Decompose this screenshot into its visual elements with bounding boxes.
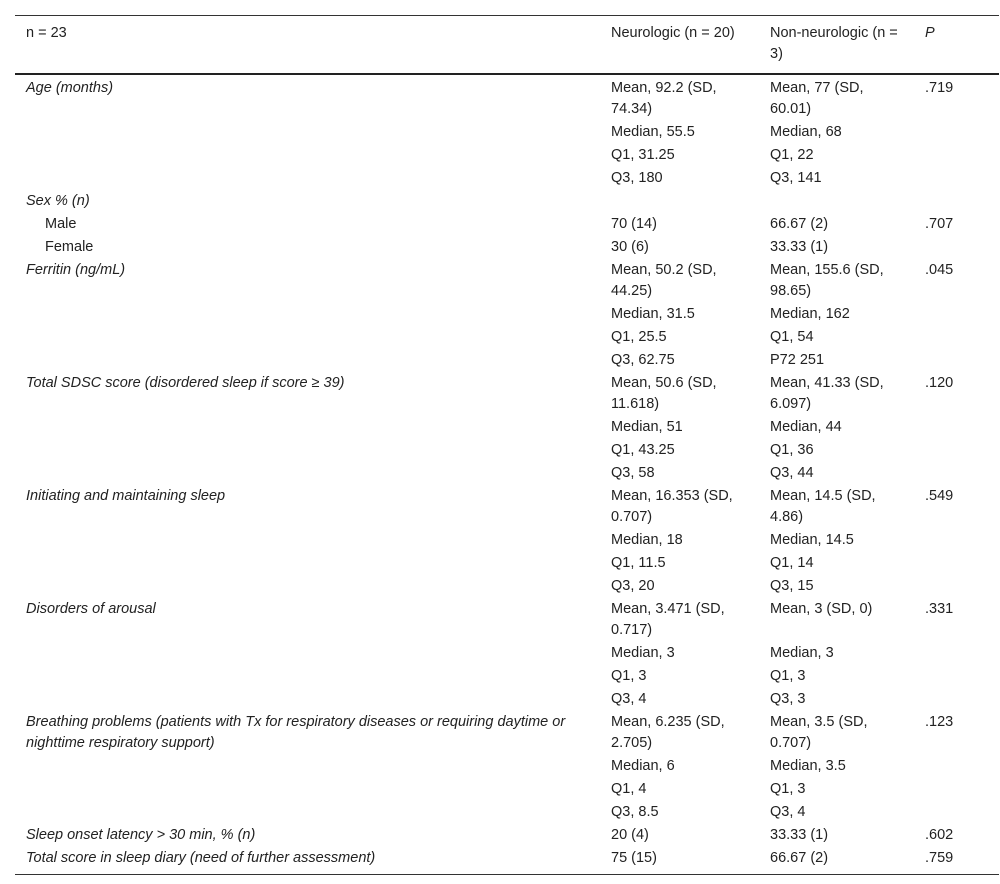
neurologic-value: Mean, 92.2 (SD, 74.34) — [611, 80, 717, 117]
non-neurologic-value — [759, 190, 914, 213]
neurologic-value: Q3, 8.5 — [611, 804, 659, 820]
non-neurologic-value: Mean, 41.33 (SD, 6.097) — [770, 375, 884, 412]
table-row — [15, 688, 999, 711]
comparison-table — [15, 15, 999, 875]
p-value — [914, 439, 999, 462]
p-value — [914, 303, 999, 326]
non-neurologic-value: Q3, 141 — [770, 170, 822, 186]
neurologic-value: Q3, 20 — [611, 578, 655, 594]
neurologic-value: Q1, 11.5 — [611, 555, 666, 571]
row-label: Male — [45, 216, 77, 232]
table-row — [15, 665, 999, 688]
p-value — [914, 575, 999, 598]
non-neurologic-value: Q1, 54 — [770, 329, 814, 345]
table-body — [15, 74, 999, 875]
non-neurologic-value: Q3, 15 — [770, 578, 814, 594]
neurologic-value — [600, 190, 759, 213]
non-neurologic-value: Median, 162 — [770, 306, 850, 322]
table-row — [15, 259, 999, 303]
neurologic-value: Median, 55.5 — [611, 124, 695, 140]
non-neurologic-value: Q1, 36 — [770, 442, 814, 458]
row-label — [15, 326, 600, 349]
p-value — [914, 552, 999, 575]
table-row — [15, 167, 999, 190]
row-label: Female — [45, 239, 94, 255]
row-label — [15, 303, 600, 326]
row-label: Total score in sleep diary (need of further assessment) — [26, 850, 376, 866]
table-row — [15, 462, 999, 485]
table-row — [15, 144, 999, 167]
row-label: Initiating and maintaining sleep — [26, 488, 226, 504]
non-neurologic-value: Q3, 44 — [770, 465, 814, 481]
neurologic-value: 30 (6) — [611, 239, 649, 255]
neurologic-value: Q1, 3 — [611, 668, 647, 684]
neurologic-value: Median, 18 — [611, 532, 683, 548]
p-value — [914, 801, 999, 824]
p-value: .045 — [925, 262, 954, 278]
neurologic-value: Q1, 25.5 — [611, 329, 667, 345]
non-neurologic-value: Median, 3 — [770, 645, 834, 661]
neurologic-value: Q1, 4 — [611, 781, 647, 797]
p-value: .123 — [925, 714, 954, 730]
table-row — [15, 529, 999, 552]
p-value: .602 — [925, 827, 954, 843]
row-label: Breathing problems (patients with Tx for respiratory diseases or requiring daytime or nighttime respiratory support) — [26, 714, 566, 751]
non-neurologic-value: 66.67 (2) — [770, 216, 829, 232]
non-neurologic-value: Mean, 14.5 (SD, 4.86) — [770, 488, 876, 525]
p-value — [914, 190, 999, 213]
table-row — [15, 801, 999, 824]
non-neurologic-value: Q1, 3 — [770, 668, 806, 684]
table-row — [15, 236, 999, 259]
p-value — [914, 755, 999, 778]
row-label: Disorders of arousal — [26, 601, 156, 617]
p-value — [914, 326, 999, 349]
non-neurologic-value: 66.67 (2) — [770, 850, 829, 866]
neurologic-value: Median, 51 — [611, 419, 683, 435]
p-value — [914, 665, 999, 688]
non-neurologic-value: Mean, 77 (SD, 60.01) — [770, 80, 864, 117]
p-value — [914, 144, 999, 167]
non-neurologic-value: Q1, 14 — [770, 555, 814, 571]
table-row — [15, 416, 999, 439]
row-label: Ferritin (ng/mL) — [26, 262, 126, 278]
neurologic-value: Q3, 180 — [611, 170, 663, 186]
p-value — [914, 778, 999, 801]
table-row — [15, 552, 999, 575]
neurologic-value: Mean, 50.6 (SD, 11.618) — [611, 375, 717, 412]
table-row — [15, 778, 999, 801]
p-value — [914, 167, 999, 190]
neurologic-value: Mean, 6.235 (SD, 2.705) — [611, 714, 725, 751]
non-neurologic-value: Median, 3.5 — [770, 758, 846, 774]
non-neurologic-value: Mean, 3.5 (SD, 0.707) — [770, 714, 868, 751]
row-label: Total SDSC score (disordered sleep if score ≥ 39) — [26, 375, 345, 391]
row-label — [15, 529, 600, 552]
row-label: Sex % (n) — [26, 193, 90, 209]
table-row — [15, 439, 999, 462]
p-value — [914, 642, 999, 665]
non-neurologic-value: Median, 44 — [770, 419, 842, 435]
neurologic-value: Median, 3 — [611, 645, 675, 661]
non-neurologic-value: Median, 14.5 — [770, 532, 854, 548]
non-neurologic-value: Mean, 155.6 (SD, 98.65) — [770, 262, 884, 299]
p-value: .707 — [925, 216, 954, 232]
p-value: .120 — [925, 375, 954, 391]
row-label — [15, 167, 600, 190]
header-p-value: P — [925, 25, 935, 41]
neurologic-value: Mean, 16.353 (SD, 0.707) — [611, 488, 733, 525]
table-header-row — [15, 16, 999, 75]
table-row — [15, 575, 999, 598]
neurologic-value: Mean, 50.2 (SD, 44.25) — [611, 262, 717, 299]
neurologic-value: Q1, 31.25 — [611, 147, 675, 163]
neurologic-value: Q3, 58 — [611, 465, 655, 481]
row-label — [15, 144, 600, 167]
neurologic-value: 20 (4) — [611, 827, 649, 843]
p-value: .719 — [925, 80, 954, 96]
p-value — [914, 688, 999, 711]
table-row — [15, 190, 999, 213]
table-row — [15, 74, 999, 121]
row-label — [15, 665, 600, 688]
non-neurologic-value: Q3, 3 — [770, 691, 806, 707]
row-label — [15, 439, 600, 462]
neurologic-value: Mean, 3.471 (SD, 0.717) — [611, 601, 725, 638]
non-neurologic-value: Q1, 3 — [770, 781, 806, 797]
row-label — [15, 552, 600, 575]
table-row — [15, 213, 999, 236]
neurologic-value: 75 (15) — [611, 850, 657, 866]
table-row — [15, 598, 999, 642]
table-row — [15, 642, 999, 665]
row-label — [15, 642, 600, 665]
header-group-size: n = 23 — [26, 25, 67, 41]
non-neurologic-value: P72 251 — [770, 352, 825, 368]
p-value — [914, 462, 999, 485]
neurologic-value: Median, 6 — [611, 758, 675, 774]
table-row — [15, 711, 999, 755]
row-label — [15, 778, 600, 801]
row-label — [15, 575, 600, 598]
non-neurologic-value: Q3, 4 — [770, 804, 806, 820]
non-neurologic-value: Q1, 22 — [770, 147, 814, 163]
p-value: .759 — [925, 850, 954, 866]
neurologic-value: Median, 31.5 — [611, 306, 695, 322]
header-neurologic: Neurologic (n = 20) — [611, 25, 735, 41]
row-label — [15, 349, 600, 372]
table-row — [15, 755, 999, 778]
table-row — [15, 303, 999, 326]
row-label — [15, 801, 600, 824]
non-neurologic-value: 33.33 (1) — [770, 239, 829, 255]
row-label — [15, 688, 600, 711]
table-row — [15, 121, 999, 144]
neurologic-value: Q3, 4 — [611, 691, 647, 707]
table-row — [15, 485, 999, 529]
non-neurologic-value: Median, 68 — [770, 124, 842, 140]
row-label: Sleep onset latency > 30 min, % (n) — [26, 827, 256, 843]
p-value — [914, 236, 999, 259]
table-row — [15, 847, 999, 875]
row-label — [15, 416, 600, 439]
neurologic-value: 70 (14) — [611, 216, 657, 232]
p-value — [914, 349, 999, 372]
p-value — [914, 529, 999, 552]
row-label — [15, 462, 600, 485]
table-row — [15, 349, 999, 372]
neurologic-value: Q3, 62.75 — [611, 352, 675, 368]
p-value: .331 — [925, 601, 954, 617]
non-neurologic-value: Mean, 3 (SD, 0) — [770, 601, 873, 617]
p-value — [914, 416, 999, 439]
row-label — [15, 755, 600, 778]
header-non-neurologic: Non-neurologic (n = 3) — [770, 25, 898, 62]
row-label — [15, 121, 600, 144]
table-row — [15, 372, 999, 416]
p-value — [914, 121, 999, 144]
neurologic-value: Q1, 43.25 — [611, 442, 675, 458]
table-row — [15, 326, 999, 349]
row-label: Age (months) — [26, 80, 114, 96]
p-value: .549 — [925, 488, 954, 504]
non-neurologic-value: 33.33 (1) — [770, 827, 829, 843]
table-row — [15, 824, 999, 847]
